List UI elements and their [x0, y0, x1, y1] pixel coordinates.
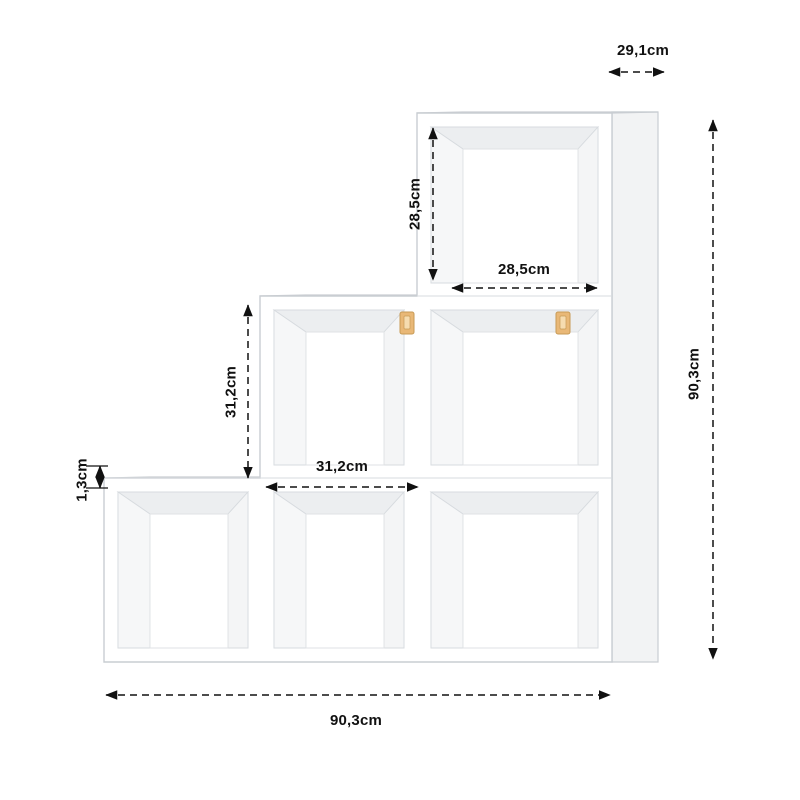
cube-bottom-right-interior-left [431, 492, 463, 648]
cube-bottom-right-back-panel [463, 514, 578, 648]
cube-middle-left-back-panel [306, 332, 384, 465]
cube-bottom-middle-back-panel [306, 514, 384, 648]
right-side-depth-face [612, 112, 658, 662]
cube-bottom-right-interior-right [578, 492, 598, 648]
dim-label-panel-thickness: 1,3cm [73, 458, 91, 502]
cube-bottom-left-interior-left [118, 492, 150, 648]
cube-middle-right-interior-right [578, 310, 598, 465]
dim-label-total-height: 90,3cm [685, 347, 703, 401]
cube-bottom-middle-interior-right [384, 492, 404, 648]
dim-label-middle-cube-width: 31,2cm [315, 458, 369, 475]
dim-label-top-cube-width: 28,5cm [497, 261, 551, 278]
cube-top-interior-left [431, 127, 463, 283]
dim-label-middle-cube-height: 31,2cm [222, 365, 240, 419]
wall-hanger-bracket-right [556, 312, 570, 334]
dim-label-total-width: 90,3cm [329, 712, 383, 729]
wall-hanger-bracket-left [400, 312, 414, 334]
shelf-body [104, 112, 658, 662]
cube-middle-right-back-panel [463, 332, 578, 465]
dim-label-top-cube-height: 28,5cm [406, 177, 424, 231]
cube-bottom-middle-interior-left [274, 492, 306, 648]
cube-middle-left-interior-left [274, 310, 306, 465]
dim-label-depth: 29,1cm [617, 42, 670, 59]
cube-bottom-left-interior-right [228, 492, 248, 648]
cube-middle-right-interior-left [431, 310, 463, 465]
cube-bottom-left-back-panel [150, 514, 228, 648]
cube-top-interior-right [578, 127, 598, 283]
